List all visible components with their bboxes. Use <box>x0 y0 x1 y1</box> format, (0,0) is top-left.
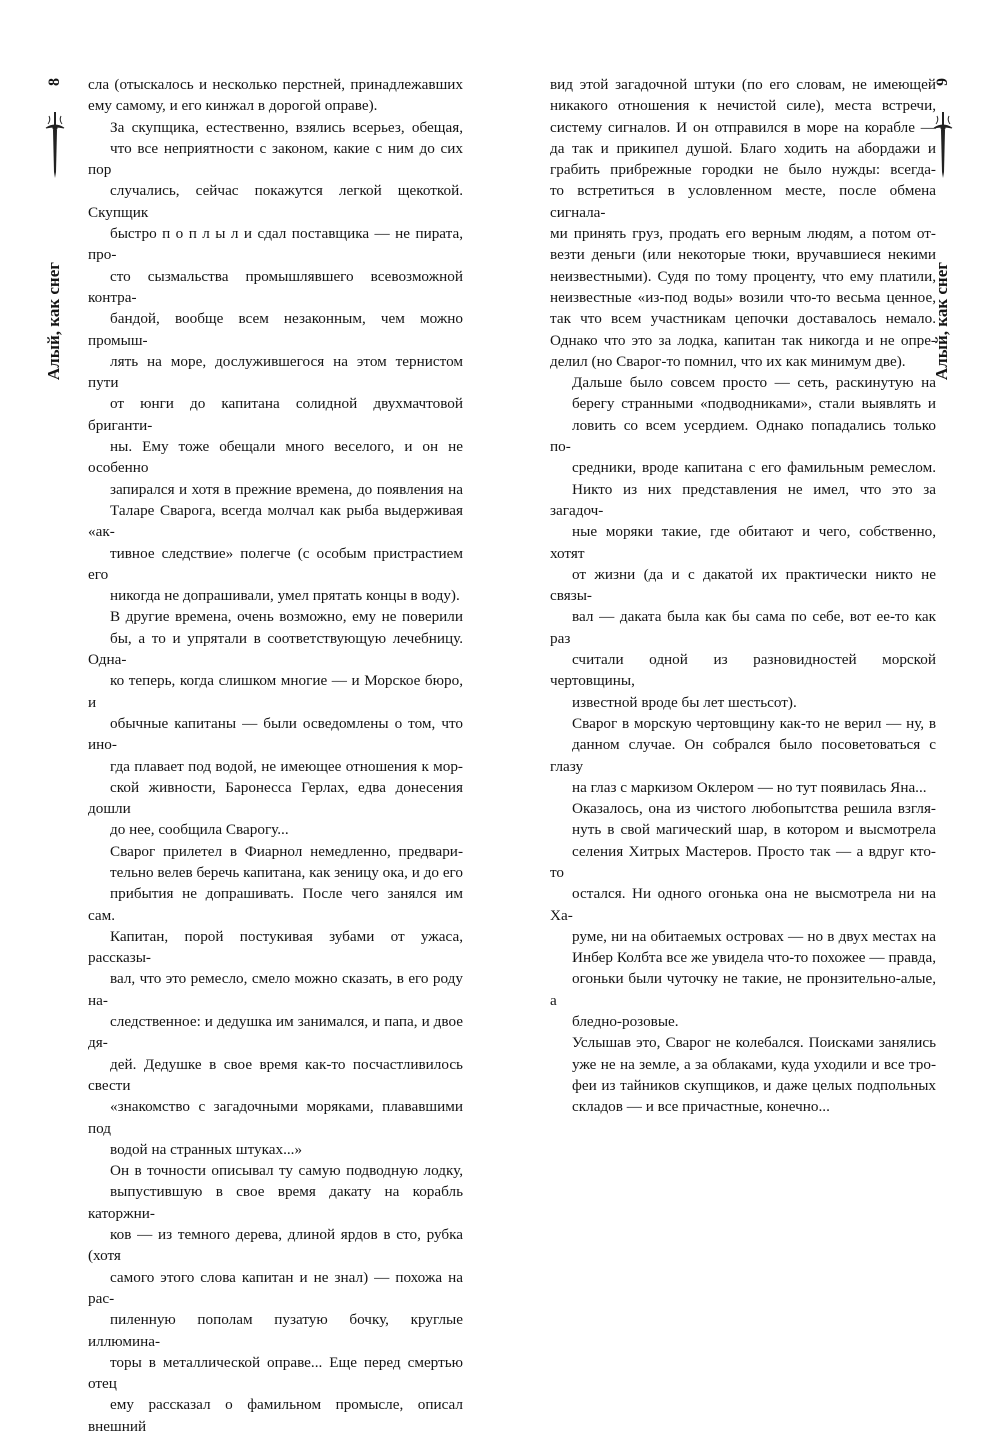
text-line: дей. Дедушке в свое время как-то посчастливилось свести <box>88 1055 463 1094</box>
paragraph <box>550 372 936 713</box>
text-line: случались, сейчас покажутся легкой щекоткой. Скупщик <box>88 182 463 221</box>
text-line: водой на странных штуках...» <box>110 1140 303 1158</box>
text-line: неизвестными). Судя по тому проценту, что ему платили, <box>550 267 936 285</box>
running-title: Алый, как снег <box>44 261 63 380</box>
paragraph <box>550 798 936 1032</box>
text-line: пиленную пополам пузатую бочку, круглые иллюмина- <box>88 1311 463 1350</box>
text-line: ему рассказал о фамильном промысле, описал внешний <box>88 1396 463 1435</box>
text-line: что все неприятности с законом, какие с ним до сих пор <box>88 139 463 179</box>
text-line: Услышав это, Сварог не колебался. Поисками занялись <box>572 1034 936 1052</box>
text-line: неизвестные «из-под воды» возили что-то весьма ценное, <box>550 288 936 306</box>
text-line: ны. Ему тоже обещали много веселого, и он не особенно <box>88 438 463 477</box>
text-line: выпустившую в свое время дакату на корабль каторжни- <box>88 1183 463 1222</box>
paragraph <box>88 841 463 1160</box>
text-line: от жизни (да и с дакатой их практически никто не связы- <box>550 565 936 605</box>
left-page <box>0 0 500 1435</box>
paragraph <box>88 117 463 607</box>
paragraph <box>550 713 936 798</box>
text-line: да так и прикипел душой. Благо ходить на абордажи и <box>550 139 936 157</box>
page-number: 8 <box>46 78 63 86</box>
text-line: ми принять груз, продать его верным людям, а потом от- <box>550 225 936 243</box>
text-line: В другие времена, очень возможно, ему не поверили <box>110 608 463 626</box>
text-line: торы в металлической оправе... Еще перед смертью отец <box>88 1353 463 1393</box>
text-line: ные моряки такие, где обитают и чего, собственно, хотят <box>550 523 936 562</box>
text-line: Никто из них представления не имел, что это за загадоч- <box>550 480 936 519</box>
text-line: Он в точности описывал ту самую подводную лодку, <box>110 1162 463 1180</box>
paragraph <box>550 74 936 372</box>
text-line: Капитан, порой постукивая зубами от ужаса, рассказы- <box>88 927 463 967</box>
text-line: сла (отыскалось и несколько перстней, принадлежавших <box>88 76 463 93</box>
text-line: делил (но Сварог-то помнил, что их как минимум две). <box>550 352 906 370</box>
text-line: гда плавает под водой, не имеющее отношения к мор- <box>110 757 463 775</box>
text-line: ловить со всем усердием. Однако попадались только по- <box>550 416 936 456</box>
text-line: везти деньги (или некоторые тюки, вручавшиеся некими <box>550 246 936 264</box>
text-line: никогда не допрашивали, умел прятать концы в воду). <box>110 587 460 605</box>
text-line: бледно-розовые. <box>572 1013 679 1031</box>
text-line: берегу странными «подводниками», стали выявлять и <box>572 395 936 413</box>
text-line: самого этого слова капитан и не знал) — похожа на рас- <box>88 1268 463 1307</box>
text-line: Таларе Сварога, всегда молчал как рыба выдерживая «ак- <box>88 501 463 541</box>
text-line: селения Хитрых Мастеров. Просто так — а вдруг кто-то <box>550 842 936 881</box>
text-line: никакого отношения к нечистой силе), места встречи, <box>550 97 936 115</box>
text-line: ской живности, Баронесса Герлах, едва донесения дошли <box>88 778 463 818</box>
text-line: систему сигналов. И он отправился в море на корабле — <box>550 118 936 136</box>
left-margin-header <box>40 60 70 380</box>
text-line: Инбер Колбта все же увидела что-то похожее — правда, <box>572 949 936 967</box>
text-line: бы, а то и упрятали в соответствующую лечебницу. Одна- <box>88 629 463 669</box>
text-line: следственное: и дедушка им занимался, и папа, и двое дя- <box>88 1013 463 1052</box>
text-line: грабить прибрежные городки не было нужды: всегда- <box>550 161 936 179</box>
text-line: вал — даката была как бы сама по себе, вот ее-то как раз <box>550 608 936 647</box>
right-page <box>500 0 1000 1116</box>
text-line: руме, ни на обитаемых островах — но в двух местах на <box>572 927 936 945</box>
text-line: данном случае. Он собрался было посоветоваться с глазу <box>550 736 936 775</box>
text-line: средники, вроде капитана с его фамильным ремеслом. <box>572 459 936 477</box>
text-line: бандой, вообще всем незаконным, чем можно промыш- <box>88 310 463 349</box>
paragraph <box>550 1032 936 1117</box>
page-number: 9 <box>934 78 951 86</box>
text-line: считали одной из разновидностей морской чертовщины, <box>550 651 936 690</box>
text-line: «знакомство с загадочными моряками, плававшими под <box>88 1098 463 1137</box>
left-text-column <box>88 74 463 1437</box>
text-line: складов — и все причастные, конечно... <box>572 1098 830 1116</box>
text-line: Оказалось, она из чистого любопытства решила взгля- <box>572 800 936 818</box>
text-line: лять на море, дослужившегося на этом тернистом пути <box>88 352 463 392</box>
text-line: тивное следствие» полегче (с особым пристрастием его <box>88 544 463 583</box>
text-line: ему самому, и его кинжал в дорогой оправе). <box>88 97 378 115</box>
text-line: феи из тайников скупщиков, и даже целых подпольных <box>572 1076 936 1094</box>
text-line: ков — из темного дерева, длиной ярдов в сто, рубка (хотя <box>88 1226 463 1265</box>
text-line: вал, что это ремесло, смело можно сказать, в его роду на- <box>88 970 463 1009</box>
text-line: то встретиться в условленном месте, после обмена сигнала- <box>550 182 936 221</box>
text-line: до нее, сообщила Сварогу... <box>110 821 289 839</box>
text-line: Сварог прилетел в Фиарнол немедленно, предвари- <box>110 842 463 860</box>
text-line: Однако что это за лодка, капитан так никогда и не опре- <box>550 331 936 349</box>
text-line: огоньки были чуточку не такие, не пронзительно-алые, а <box>550 970 936 1009</box>
paragraph <box>88 606 463 840</box>
text-line: вид этой загадочной штуки (по его словам, не имеющей <box>550 76 936 93</box>
text-line: известной вроде бы лет шестьсот). <box>572 693 797 711</box>
text-line: так что всем участникам цепочки доставалось немало. <box>550 310 936 328</box>
text-line: ко теперь, когда слишком многие — и Морское бюро, и <box>88 672 463 711</box>
paragraph <box>88 74 463 117</box>
text-line: на глаз с маркизом Оклером — но тут появилась Яна... <box>572 778 927 796</box>
text-line: прибытия не допрашивать. После чего занялся им сам. <box>88 885 463 924</box>
text-line: За скупщика, естественно, взялись всерьез, обещая, <box>110 118 463 136</box>
dagger-icon <box>42 110 68 180</box>
text-line: нуть в свой магический шар, в котором и высмотрела <box>572 821 936 839</box>
text-line: быстро п о п л ы л и сдал поставщика — не пирата, про- <box>88 225 463 264</box>
text-line: от юнги до капитана солидной двухмачтовой бриганти- <box>88 395 463 434</box>
text-line: тельно велев беречь капитана, как зеницу ока, и до его <box>110 863 463 881</box>
text-line: Сварог в морскую чертовщину как-то не верил — ну, в <box>572 714 936 732</box>
running-title: Алый, как снег <box>932 261 951 380</box>
text-line: обычные капитаны — были осведомлены о том, что ино- <box>88 714 463 754</box>
paragraph <box>88 1160 463 1437</box>
text-line: Дальше было совсем просто — сеть, раскинутую на <box>572 374 936 392</box>
right-text-column <box>550 74 936 1118</box>
text-line: запирался и хотя в прежние времена, до появления на <box>110 480 463 498</box>
text-line: остался. Ни одного огонька она не высмотрела ни на Ха- <box>550 885 936 924</box>
text-line: уже не на земле, а за облаками, куда уходили и все тро- <box>572 1055 936 1073</box>
text-line: сто сызмальства промышлявшего всевозможной контра- <box>88 267 463 306</box>
